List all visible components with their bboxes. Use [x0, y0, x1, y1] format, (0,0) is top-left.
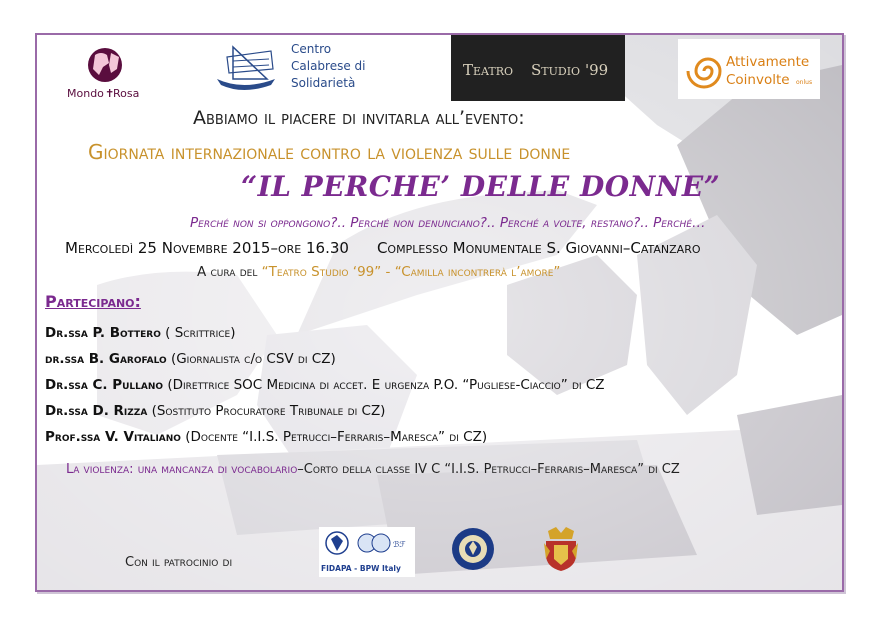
svg-text:FIDAPA - BPW Italy: FIDAPA - BPW Italy — [321, 564, 401, 573]
curated-by — [197, 264, 560, 280]
soroptimist-logo — [450, 526, 496, 572]
svg-text:Calabrese di: Calabrese di — [291, 59, 366, 73]
event-name: Giornata internazionale contro la violenza sulle donne — [88, 140, 571, 164]
fidapa-logo — [319, 527, 415, 577]
event-questions: Perché non si oppongono?.. Perché non denunciano?.. Perché a volte, restano?.. Perché… — [190, 215, 706, 231]
speaker-role: (Giornalista c/o CSV di CZ) — [166, 351, 336, 367]
svg-text:ℬℱ: ℬℱ — [393, 540, 406, 549]
svg-text:✝: ✝ — [105, 87, 115, 100]
event-date-time: Mercoledì 25 Novembre 2015–ore 16.30 — [65, 239, 349, 257]
svg-text:Studio: Studio — [531, 61, 581, 79]
svg-text:Teatro: Teatro — [463, 61, 514, 79]
speaker-item — [45, 325, 235, 341]
event-date-venue — [65, 239, 701, 257]
speaker-role: (Docente “I.I.S. Petrucci–Ferraris–Maresca” di CZ) — [180, 429, 488, 445]
speaker-name: Dr.ssa D. Rizza — [45, 403, 148, 419]
patronage-label: Con il patrocinio di — [125, 555, 233, 570]
mondo-rosa-text: Mondo — [67, 87, 104, 100]
speaker-name: Prof.ssa V. Vitaliano — [45, 429, 181, 445]
speaker-name: dr.ssa B. Garofalo — [45, 351, 167, 367]
flyer-frame — [35, 33, 844, 592]
event-title: “IL PERCHE’ DELLE DONNE” — [241, 170, 721, 203]
mondo-rosa-logo — [67, 41, 167, 103]
svg-text:'99: '99 — [585, 61, 609, 79]
speaker-role: (Direttrice SOC Medicina di accet. E urgenza P.O. “Pugliese-Ciaccio” di CZ — [163, 377, 605, 393]
speaker-name: Dr.ssa C. Pullano — [45, 377, 164, 393]
speaker-role: ( Scrittrice) — [160, 325, 236, 341]
curated-by-prefix: A cura del — [197, 264, 262, 280]
speaker-name: Dr.ssa P. Bottero — [45, 325, 161, 341]
centro-calabrese-logo — [213, 39, 378, 97]
svg-text:Attivamente: Attivamente — [726, 54, 810, 70]
speaker-item — [45, 429, 487, 445]
speaker-role: (Sostituto Procuratore Tribunale di CZ) — [147, 403, 386, 419]
invite-line: Abbiamo il piacere di invitarla all’evento: — [193, 107, 525, 129]
svg-text:Rosa: Rosa — [113, 87, 140, 100]
svg-text:onlus: onlus — [796, 79, 813, 86]
svg-text:Centro: Centro — [291, 42, 332, 56]
short-film-details: –Corto della classe IV C “I.I.S. Petrucci–Ferraris–Maresca” di CZ — [297, 462, 680, 477]
event-venue: Complesso Monumentale S. Giovanni–Catanzaro — [376, 239, 701, 257]
speaker-item — [45, 351, 336, 367]
svg-text:Coinvolte: Coinvolte — [726, 72, 790, 88]
attivamente-coinvolte-logo — [678, 39, 820, 99]
svg-text:Solidarietà: Solidarietà — [291, 76, 356, 90]
short-film-title: La violenza: una mancanza di vocabolario — [66, 462, 298, 477]
participants-heading: Partecipano: — [45, 292, 141, 311]
short-film-line — [66, 462, 680, 477]
teatro-studio-logo — [451, 35, 625, 101]
speaker-item — [45, 377, 605, 393]
catanzaro-crest-logo — [542, 525, 580, 573]
speaker-item — [45, 403, 385, 419]
curated-by-org: “Teatro Studio ‘99” - “Camilla incontrerà l’amore” — [261, 264, 561, 280]
